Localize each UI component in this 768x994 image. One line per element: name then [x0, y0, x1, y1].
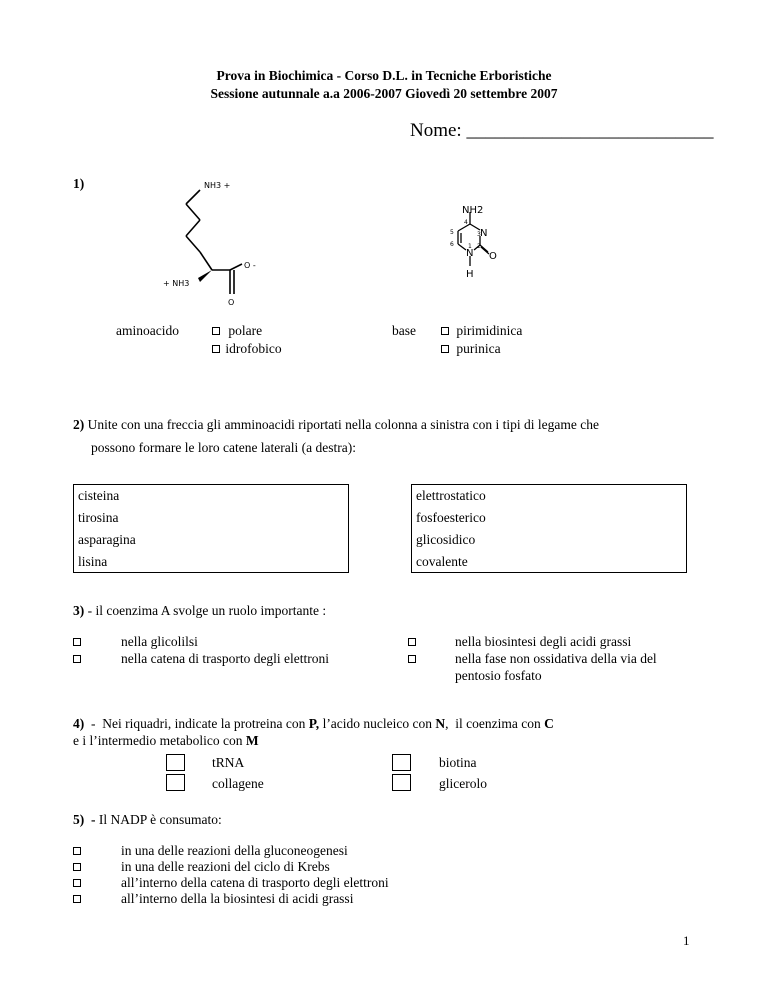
q3-number: 3) — [73, 603, 85, 618]
q1-option-pirimidinica[interactable]: pirimidinica — [441, 323, 522, 339]
q4-box-trna[interactable] — [166, 754, 185, 771]
checkbox[interactable] — [212, 345, 220, 353]
q2-left-tirosina[interactable]: tirosina — [78, 510, 119, 525]
q2-number: 2) — [73, 417, 85, 432]
cytosine-num-2: 2 — [477, 243, 481, 250]
cytosine-n3: N — [480, 228, 488, 239]
checkbox[interactable] — [212, 327, 220, 335]
q3-option-biosintesi[interactable]: nella biosintesi degli acidi grassi — [408, 634, 416, 650]
q3-text: 3) - il coenzima A svolge un ruolo importante : — [73, 603, 327, 618]
checkbox[interactable] — [73, 895, 81, 903]
header-line-2: Sessione autunnale a.a 2006-2007 Giovedì 20 settembre 2007 — [210, 86, 558, 101]
cytosine-o: O — [489, 251, 497, 262]
q1-aminoacido-label: aminoacido — [116, 323, 179, 338]
q3-option-catena-trasporto[interactable]: nella catena di trasporto degli elettroni — [73, 651, 81, 667]
q3-option-glicolisi[interactable]: nella glicolilsi — [73, 634, 81, 650]
lysine-nh3-left: + NH3 — [163, 279, 190, 288]
q4-item-trna: tRNA — [212, 755, 245, 770]
q1-base-label: base — [392, 323, 416, 338]
q4-box-collagene[interactable] — [166, 774, 185, 791]
name-label: Nome: — [410, 120, 462, 141]
q2-text-line-1: 2) Unite con una freccia gli amminoacidi riportati nella colonna a sinistra con i tipi di legame che — [73, 417, 599, 432]
q2-right-covalente[interactable]: covalente — [416, 554, 468, 569]
q2-left-cisteina[interactable]: cisteina — [78, 488, 120, 503]
cytosine-nh2: NH2 — [462, 205, 484, 216]
cytosine-n1: N — [466, 248, 474, 259]
checkbox[interactable] — [73, 879, 81, 887]
q2-left-asparagina[interactable]: asparagina — [78, 532, 136, 547]
lysine-bonds — [186, 190, 242, 294]
q2-right-glicosidico[interactable]: glicosidico — [416, 532, 476, 547]
checkbox[interactable] — [73, 863, 81, 871]
q4-text-line-2: e i l’intermedio metabolico con M — [73, 733, 259, 748]
q1-option-idrofobico[interactable]: idrofobico — [212, 341, 282, 357]
q4-box-glicerolo[interactable] — [392, 774, 411, 791]
checkbox[interactable] — [73, 655, 81, 663]
q2-right-elettrostatico[interactable]: elettrostatico — [416, 488, 486, 503]
q1-number: 1) — [73, 176, 85, 191]
lysine-wedge-bond — [198, 270, 212, 282]
checkbox[interactable] — [408, 638, 416, 646]
cytosine-structure-image — [436, 202, 506, 284]
q5-number: 5) — [73, 812, 85, 827]
name-field[interactable] — [410, 120, 713, 142]
q5-text: 5) - Il NADP è consumato: — [73, 812, 222, 827]
q1-option-polare[interactable]: polare — [212, 323, 262, 339]
cytosine-num-6: 6 — [450, 241, 454, 248]
cytosine-num-1: 1 — [468, 243, 472, 250]
lysine-nh3-top: NH3 + — [204, 181, 231, 190]
q2-left-lisina[interactable]: lisina — [78, 554, 108, 569]
q2-right-fosfoesterico[interactable]: fosfoesterico — [416, 510, 486, 525]
q2-text-line-2: possono formare le loro catene laterali (a destra): — [91, 440, 357, 455]
q4-item-collagene: collagene — [212, 776, 264, 791]
checkbox[interactable] — [441, 345, 449, 353]
q1-option-purinica[interactable]: purinica — [441, 341, 501, 357]
cytosine-h: H — [466, 269, 474, 280]
q3-option-fase-non-ossidativa-cont: pentosio fosfato — [455, 668, 542, 683]
q4-text-line-1: 4) - Nei riquadri, indicate la protreina con P, l’acido nucleico con N, il coenzima con C — [73, 716, 554, 731]
checkbox[interactable] — [73, 847, 81, 855]
cytosine-num-3: 3 — [477, 231, 481, 238]
lysine-o-minus: O - — [244, 261, 256, 270]
q4-item-glicerolo: glicerolo — [439, 776, 487, 791]
header-line-1: Prova in Biochimica - Corso D.L. in Tecniche Erboristiche — [216, 68, 552, 83]
lysine-o-bottom: O — [228, 298, 235, 307]
cytosine-bonds — [458, 212, 489, 266]
q3-option-fase-non-ossidativa[interactable]: nella fase non ossidativa della via del — [408, 651, 416, 667]
q5-option-gluconeogenesi[interactable]: in una delle reazioni della gluconeogenesi — [73, 843, 81, 859]
q4-box-biotina[interactable] — [392, 754, 411, 771]
q5-option-krebs[interactable]: in una delle reazioni del ciclo di Krebs — [73, 859, 81, 875]
name-blank: __________________________ — [466, 120, 714, 141]
q4-item-biotina: biotina — [439, 755, 477, 770]
checkbox[interactable] — [408, 655, 416, 663]
cytosine-num-4: 4 — [464, 219, 468, 226]
q5-option-biosintesi[interactable]: all’interno della la biosintesi di acidi grassi — [73, 891, 81, 907]
q2-right-table — [411, 484, 687, 573]
page-number: 1 — [683, 933, 690, 948]
lysine-structure-image — [160, 170, 280, 310]
checkbox[interactable] — [441, 327, 449, 335]
q4-number: 4) — [73, 716, 85, 731]
q5-option-catena-trasporto[interactable]: all’interno della catena di trasporto degli elettroni — [73, 875, 81, 891]
cytosine-num-5: 5 — [450, 229, 454, 236]
q2-left-table — [73, 484, 349, 573]
checkbox[interactable] — [73, 638, 81, 646]
